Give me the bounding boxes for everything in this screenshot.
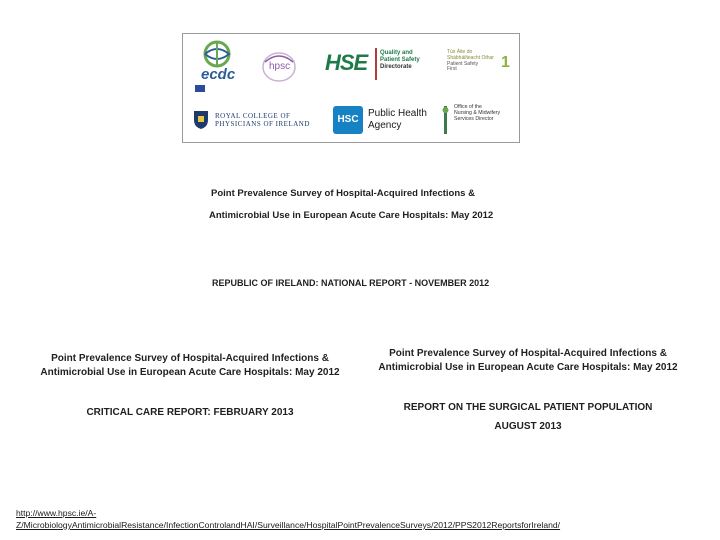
hsc-badge: HSC [333, 106, 363, 134]
hsc-public-health-logo [333, 106, 433, 136]
quality-line2: Patient Safety [380, 56, 420, 63]
nursing-line2: Nursing & Midwifery [454, 109, 501, 116]
main-report-subtitle: REPUBLIC OF IRELAND: NATIONAL REPORT - NOVEMBER 2012 [212, 278, 490, 288]
critical-care-subtitle: CRITICAL CARE REPORT: FEBRUARY 2013 [86, 407, 294, 418]
psf-line2: Shábháilteacht Othar [447, 54, 494, 61]
url-line2[interactable]: Z/MicrobiologyAntimicrobialResistance/InfectionControlandHAI/Surveillance/HospitalPointPrevalenceSurveys/2012/PPS2012ReportsforIreland/ [16, 520, 561, 530]
rcpi-line1: ROYAL COLLEGE OF [215, 112, 291, 120]
main-report-title-line2: Antimicrobial Use in European Acute Care Hospitals: May 2012 [209, 210, 494, 221]
red-bar [375, 48, 377, 80]
surgical-title-line1: Point Prevalence Survey of Hospital-Acquired Infections & [389, 348, 667, 359]
nursing-emblem-icon [441, 106, 451, 134]
source-url-link[interactable] [16, 507, 706, 531]
globe-icon [197, 40, 237, 68]
quality-patient-safety-logo [375, 48, 435, 82]
rcpi-logo [193, 108, 323, 134]
crest-icon [193, 110, 209, 130]
nursing-line1: Office of the [454, 104, 482, 110]
patient-safety-first-logo [447, 50, 517, 84]
rcpi-line2: PHYSICIANS OF IRELAND [215, 120, 310, 129]
psf-line4: First [447, 66, 457, 73]
quality-line3: Directorate [380, 63, 412, 70]
hpsc-label: hpsc [269, 61, 291, 72]
critical-care-title-line1: Point Prevalence Survey of Hospital-Acquired Infections & [51, 353, 329, 364]
psf-line1: Tús Áite do [447, 49, 473, 55]
surgical-title-line2: Antimicrobial Use in European Acute Care Hospitals: May 2012 [378, 362, 678, 373]
eu-flag-icon [195, 85, 205, 92]
nursing-services-logo [441, 104, 513, 138]
ecdc-label: ecdc [201, 66, 236, 83]
hsc-line2: Agency [368, 119, 402, 131]
psf-line3: Patient Safety [447, 60, 479, 67]
quality-line1: Quality and [380, 50, 413, 56]
logo-panel [182, 33, 520, 143]
number-one-icon: 1 [501, 54, 510, 71]
ecdc-logo [191, 40, 246, 84]
main-report-title-line1: Point Prevalence Survey of Hospital-Acquired Infections & [211, 188, 475, 199]
nursing-line3: Services Director [454, 115, 494, 122]
surgical-subtitle-line1: REPORT ON THE SURGICAL PATIENT POPULATION [403, 402, 653, 413]
hse-label: HSE [325, 50, 368, 75]
hpsc-logo [261, 50, 297, 84]
hse-logo [325, 48, 368, 80]
surgical-subtitle-line2: AUGUST 2013 [494, 421, 562, 432]
hsc-line1: Public Health [368, 108, 427, 119]
url-line1[interactable]: http://www.hpsc.ie/A- [16, 508, 97, 518]
critical-care-title-line2: Antimicrobial Use in European Acute Care Hospitals: May 2012 [40, 367, 340, 378]
